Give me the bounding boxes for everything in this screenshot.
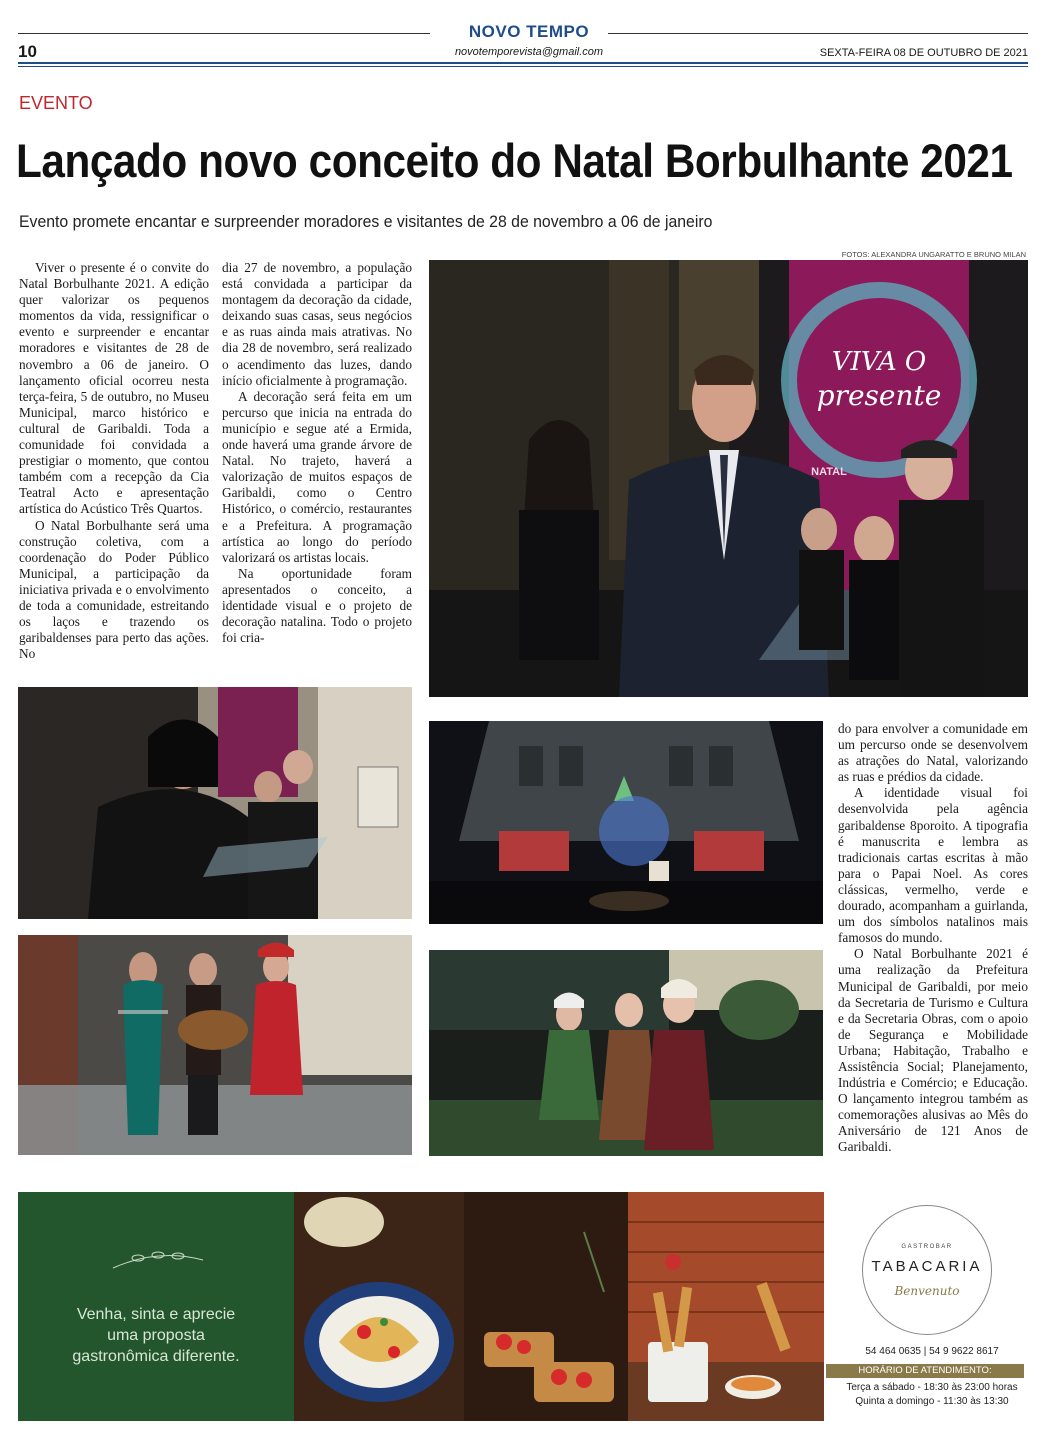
- masthead-rule-right: [608, 33, 1028, 34]
- subheadline: Evento promete encantar e surpreender moradores e visitantes de 28 de novembro a 06 de janeiro: [19, 212, 713, 231]
- ad-slogan-line: gastronômica diferente.: [72, 1348, 240, 1365]
- photo-woman-microphone: [18, 687, 412, 919]
- publication-title: NOVO TEMPO: [468, 22, 590, 41]
- headline: Lançado novo conceito do Natal Borbulhante 2021: [16, 134, 1013, 187]
- ad-slogan: [18, 1304, 294, 1367]
- paragraph: O Natal Borbulhante será uma construção coletiva, com a coordenação do Poder Público Municipal, a participação da iniciativa privada e o envolvimento de toda a comunidade, estreitando os laços e trazendo os garibaldenses para perto das ações. No: [19, 517, 209, 662]
- article-column-3: [838, 721, 1028, 1156]
- ad-slogan-line: Venha, sinta e aprecie: [76, 1306, 236, 1323]
- masthead-rule-bottom: [18, 62, 1028, 64]
- banner-text-line2: presente: [816, 379, 942, 412]
- logo-subtitle: GASTROBAR: [901, 1244, 953, 1250]
- banner-text-line1: VIVA O: [831, 347, 927, 377]
- issue-date: SEXTA-FEIRA 08 DE OUTUBRO DE 2021: [819, 47, 1028, 59]
- logo-script: Benvenuto: [894, 1284, 960, 1298]
- paragraph: Na oportunidade foram apresentados o conceito, a identidade visual e o projeto de decoração natalina. Todo o projeto foi cria-: [222, 565, 412, 646]
- paragraph: dia 27 de novembro, a população está convidada a participar da montagem da decoração da cidade, deixando suas casas, seus negócios e as ruas ainda mais atrativas. No dia 28 de novembro, será realizado o acendimento das luzes, dando início oficialmente à programação.: [222, 260, 412, 388]
- paragraph: A identidade visual foi desenvolvida pela agência garibaldense 8poroito. A tipografia é manuscrita e lembra as tradicionais cartas escritas à mão para o Papai Noel. As cores clássicas, vermelho, verde e dourado, acompanham a guirlanda, um dos símbolos natalinos mais famosos do mundo.: [838, 785, 1028, 946]
- photo-costumed-performers: [429, 950, 823, 1156]
- masthead: [0, 0, 1058, 70]
- photo-pasta-dish: [294, 1192, 464, 1421]
- ad-slogan-panel: [18, 1192, 294, 1421]
- photo-bruschetta: [464, 1192, 628, 1421]
- article-column-2: [222, 260, 412, 646]
- paragraph: O Natal Borbulhante 2021 é uma realização da Prefeitura Municipal de Garibaldi, por meio da Secretaria de Turismo e Cultura e da Secretaria Obras, com o apoio de Segurança e Mobilidade Urbana; Habitação, Trabalho e Assistência Social; Planejamento, Indústria e Comércio; e Educação. O lançamento integrou também as comemorações alusivas ao Mês do Aniversário de 121 Anos de Garibaldi.: [838, 946, 1028, 1155]
- banner-text-line3: NATAL: [811, 466, 847, 478]
- photo-band-performance: [18, 935, 412, 1155]
- photo-credit: FOTOS: ALEXANDRA UNGARATTO E BRUNO MILAN: [841, 250, 1026, 259]
- page-number: 10: [18, 42, 37, 61]
- masthead-rule-left: [18, 33, 430, 34]
- article-column-1: [19, 260, 209, 662]
- paragraph: A decoração será feita em um percurso que inicia na entrada do município e segue até a Ermida, onde haverá uma grande árvore de Natal. No trajeto, haverá a valorização de muitos espaços de Garibaldi, como o Centro Histórico, o comércio, restaurantes e a Prefeitura. A programação artística ao longo do período valorizará os artistas locais.: [222, 388, 412, 565]
- paragraph: do para envolver a comunidade em um percurso onde se desenvolvem as atrações do Natal, valorizando as ruas e prédios da cidade.: [838, 721, 1028, 785]
- photo-speaker-podium: [429, 260, 1028, 697]
- paragraph: Viver o presente é o convite do Natal Borbulhante 2021. A edição quer valorizar os pequenos momentos da vida, ressignificar o evento e surpreender e encantar moradores e visitantes de 28 de novembro a 06 de janeiro. O lançamento oficial ocorreu nesta terça-feira, 5 de outubro, no Museu Municipal, marco histórico e cultural de Garibaldi. Toda a comunidade foi convidada a prestigiar o momento, que contou também com a recepção da Cia Teatral Acto e apresentação artística do Acústico Três Quartos.: [19, 260, 209, 517]
- contact-email: novotemporevista@gmail.com: [454, 46, 604, 58]
- photo-museum-facade: [429, 721, 823, 924]
- tabacaria-logo: [862, 1205, 992, 1335]
- ad-phones: 54 464 0635 | 54 9 9622 8617: [865, 1346, 999, 1357]
- section-label: EVENTO: [19, 93, 93, 113]
- olive-branch-icon: [108, 1238, 208, 1278]
- masthead-rule-bottom-thin: [18, 66, 1028, 67]
- ad-hours-line: Terça a sábado - 18:30 às 23:00 horas: [846, 1382, 1018, 1393]
- ad-slogan-line: uma proposta: [107, 1327, 205, 1344]
- photo-fried-sticks: [628, 1192, 824, 1421]
- ad-hours-title: HORÁRIO DE ATENDIMENTO:: [826, 1364, 1024, 1378]
- logo-name: TABACARIA: [871, 1258, 983, 1275]
- ad-hours-line: Quinta a domingo - 11:30 às 13:30: [855, 1396, 1009, 1407]
